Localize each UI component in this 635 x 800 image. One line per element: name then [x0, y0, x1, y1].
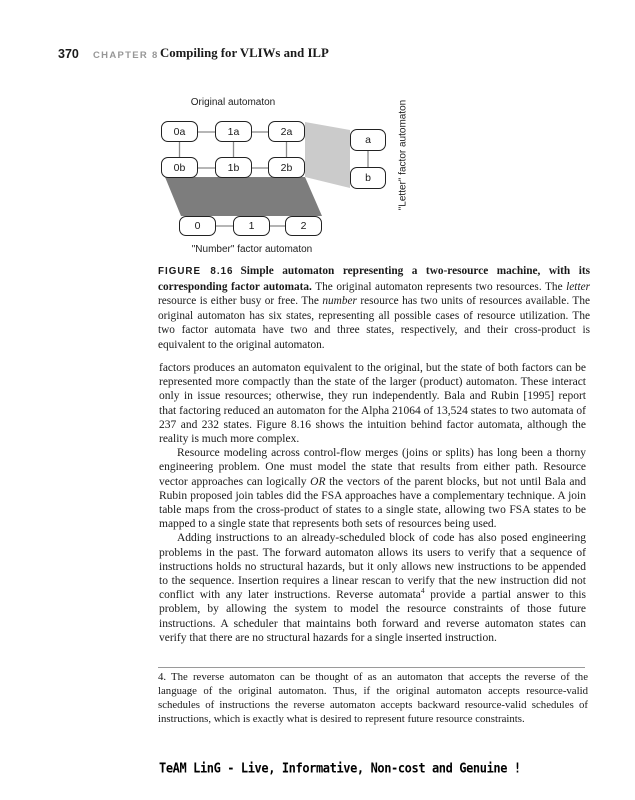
figure-caption-label: FIGURE 8.16	[158, 266, 234, 277]
figure-diagram	[0, 95, 635, 265]
state-node-0: 0	[179, 216, 216, 236]
body-paragraph-2: Resource modeling across control-flow merges (joins or splits) has long been a thorny engineering problem. One must model the state that results from either path. Resource vector approaches can logically OR the vectors of the parent blocks, but not until Bala and Rubin proposed join tables did the FSA approaches have a complementary technique. A join table maps from the cross-product of states to a single state, allowing two FSA states to be mapped to a single state that represents both sets of resources being used.	[159, 447, 586, 531]
body-paragraph-1: factors produces an automaton equivalent to the original, but the state of both factors can be represented more compactly than the state of the larger (product) automaton. These interact only in issue resources; otherwise, they run independently. Bala and Rubin [1995] report that factoring reduced an automaton for the Alpha 21064 of 13,524 states to two automata of 237 and 232 states. Figure 8.16 shows the intuition behind factor automata, although the reality is much more complex.	[159, 362, 586, 446]
body-paragraph-3: Adding instructions to an already-scheduled block of code has also posed engineering problems in the past. The forward automaton allows its users to verify that a sequence of instructions holds no structural hazards, but it only allows new instructions to be appended to the sequence. Insertion requires a linear rescan to verify that the new instruction did not conflict with any later instructions. Reverse automata$^4$ provide a partial answer to this problem, by allowing the system to model the resource constraints of those future instructions. A scheduler that maintains both forward and reverse automaton states can verify that there are no structural hazards for a single inserted instruction.	[159, 532, 586, 644]
figure-caption	[158, 264, 590, 353]
state-node-2b: 2b	[268, 157, 305, 178]
state-node-1: 1	[233, 216, 270, 236]
footnote-divider	[158, 667, 585, 668]
number-factor-automaton-label: "Number" factor automaton	[191, 244, 313, 255]
chapter-label: CHAPTER 8	[93, 50, 159, 61]
state-node-1b: 1b	[215, 157, 252, 178]
body-text	[159, 361, 586, 645]
original-automaton-label: Original automaton	[190, 97, 276, 108]
letter-shade-shape	[305, 122, 350, 188]
page-number: 370	[58, 47, 79, 61]
state-node-2a: 2a	[268, 121, 305, 142]
state-node-2: 2	[285, 216, 322, 236]
team-ling-watermark: TeAM LinG - Live, Informative, Non-cost and Genuine !	[159, 760, 521, 776]
state-node-a: a	[350, 129, 386, 151]
number-shade-shape	[165, 177, 322, 216]
state-node-0b: 0b	[161, 157, 198, 178]
figure-caption-text: Simple automaton representing a two-resource machine, with its corresponding factor automata. The original automaton represents two resources. The letter resource is either busy or free. The number resource has two units of resources available. The original automaton has six states, representing all possible cases of resource utilization. The two factor automata have two and three states, respectively, and their cross-product is equivalent to the original automaton.	[158, 265, 590, 351]
state-node-0a: 0a	[161, 121, 198, 142]
chapter-title: Compiling for VLIWs and ILP	[160, 46, 329, 60]
state-node-b: b	[350, 167, 386, 189]
state-node-1a: 1a	[215, 121, 252, 142]
footnote-text: 4. The reverse automaton can be thought of as an automaton that accepts the reverse of the language of the original automaton. Thus, if the original automaton accepts resource-valid schedules of instructions the reverse automaton accepts backward resource-valid schedules of instructions, which is exactly what is desired to represent future resource constraints.	[158, 671, 588, 725]
diagram-background	[0, 95, 635, 265]
letter-factor-automaton-label: "Letter" factor automaton	[397, 99, 409, 211]
